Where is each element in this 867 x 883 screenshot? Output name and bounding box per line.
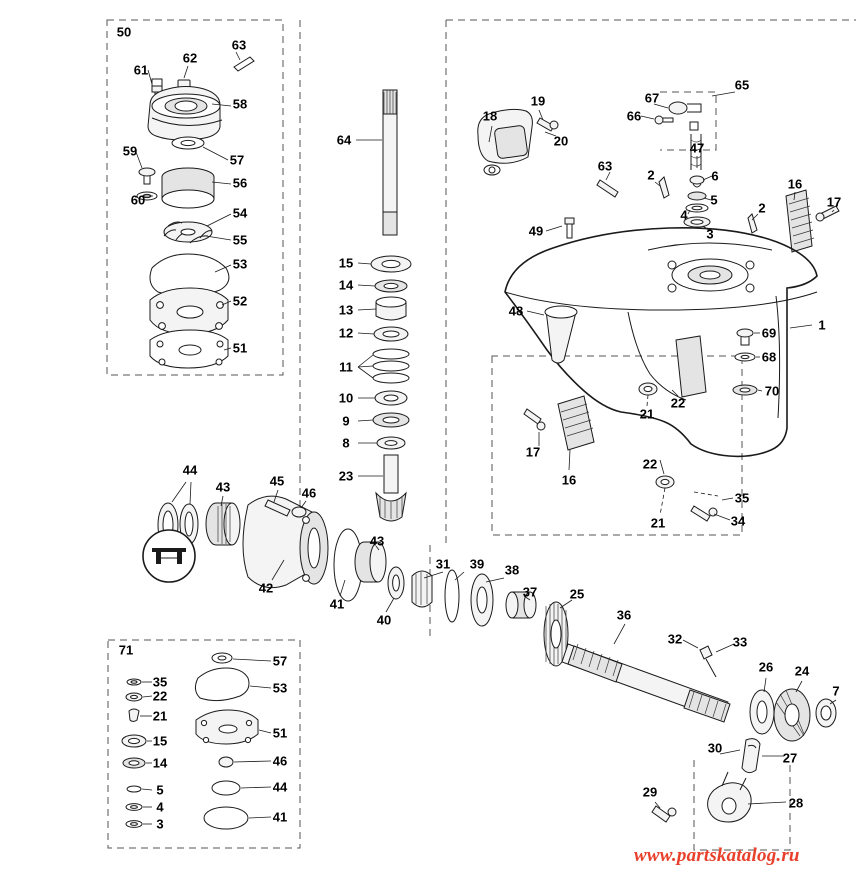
callout-number: 22 <box>642 456 658 472</box>
callout-number: 18 <box>482 108 498 124</box>
callout-number: 14 <box>338 277 354 293</box>
callout-number: 35 <box>152 674 168 690</box>
callout-number: 22 <box>670 395 686 411</box>
callout-number: 16 <box>561 472 577 488</box>
callout-number: 70 <box>764 383 780 399</box>
callout-number: 53 <box>232 256 248 272</box>
callout-number: 55 <box>232 232 248 248</box>
callout-number: 11 <box>339 359 353 375</box>
callout-number: 64 <box>336 132 352 148</box>
callout-number: 8 <box>342 435 350 451</box>
callout-number: 58 <box>232 96 248 112</box>
callout-number: 15 <box>338 255 354 271</box>
callout-number: 57 <box>229 152 245 168</box>
callout-number: 44 <box>272 779 288 795</box>
callout-number: 13 <box>338 302 354 318</box>
callout-number: 40 <box>376 612 392 628</box>
callout-number: 9 <box>342 413 350 429</box>
detail-inset-icon <box>143 530 195 582</box>
callout-number: 35 <box>734 490 750 506</box>
callout-number: 52 <box>232 293 248 309</box>
site-watermark: www.partskatalog.ru <box>634 845 800 866</box>
callout-number: 44 <box>182 462 198 478</box>
callout-number: 29 <box>642 784 658 800</box>
callout-number: 68 <box>761 349 777 365</box>
callout-number: 17 <box>525 444 541 460</box>
callout-number: 71 <box>118 642 134 658</box>
callout-number: 37 <box>522 584 538 600</box>
callout-number: 3 <box>156 816 164 832</box>
callout-number: 21 <box>152 708 168 724</box>
callout-number: 53 <box>272 680 288 696</box>
callout-number: 43 <box>215 479 231 495</box>
callout-number: 59 <box>122 143 138 159</box>
callout-number: 66 <box>626 108 642 124</box>
callout-number: 69 <box>761 325 777 341</box>
callout-number: 39 <box>469 556 485 572</box>
callout-number: 15 <box>152 733 168 749</box>
callout-number: 2 <box>647 167 655 183</box>
callout-number: 4 <box>680 207 688 223</box>
callout-number: 5 <box>156 782 164 798</box>
callout-number: 38 <box>504 562 520 578</box>
gearcase-housing-1 <box>505 228 817 521</box>
callout-number: 7 <box>832 683 840 699</box>
callout-number: 20 <box>553 133 569 149</box>
callout-number: 6 <box>711 168 719 184</box>
callout-number: 65 <box>734 77 750 93</box>
callout-number: 2 <box>758 200 766 216</box>
callout-number: 3 <box>706 226 714 242</box>
callout-number: 41 <box>329 596 345 612</box>
driveshaft-64 <box>356 90 397 235</box>
callout-number: 46 <box>301 485 317 501</box>
callout-number: 61 <box>133 62 149 78</box>
kit-box-71 <box>122 653 271 832</box>
callout-number: 63 <box>231 37 247 53</box>
callout-number: 60 <box>130 192 146 208</box>
callout-number: 12 <box>338 325 354 341</box>
callout-number: 25 <box>569 586 585 602</box>
callout-number: 21 <box>650 515 666 531</box>
callout-number: 1 <box>818 317 826 333</box>
callout-number: 34 <box>730 513 746 529</box>
callout-number: 48 <box>508 303 524 319</box>
callout-number: 28 <box>788 795 804 811</box>
callout-number: 32 <box>667 631 683 647</box>
callout-number: 57 <box>272 653 288 669</box>
callout-number: 54 <box>232 205 248 221</box>
callout-number: 23 <box>338 468 354 484</box>
callout-number: 17 <box>826 194 842 210</box>
callout-number: 63 <box>597 158 613 174</box>
callout-number: 16 <box>787 176 803 192</box>
callout-number: 27 <box>782 750 798 766</box>
callout-number: 10 <box>338 390 354 406</box>
prop-hardware <box>683 640 836 741</box>
callout-number: 47 <box>689 140 705 156</box>
callout-number: 4 <box>156 799 164 815</box>
callout-number: 42 <box>258 580 274 596</box>
callout-number: 41 <box>272 809 288 825</box>
callout-number: 51 <box>232 340 248 356</box>
callout-number: 14 <box>152 755 168 771</box>
callout-number: 67 <box>644 90 660 106</box>
callout-number: 22 <box>152 688 168 704</box>
callout-number: 31 <box>435 556 451 572</box>
callout-number: 21 <box>639 406 655 422</box>
callout-number: 26 <box>758 659 774 675</box>
callout-number: 5 <box>710 192 718 208</box>
callout-number: 33 <box>732 634 748 650</box>
callout-number: 50 <box>116 24 132 40</box>
callout-number: 46 <box>272 753 288 769</box>
bearing-stack <box>358 256 411 521</box>
callout-number: 56 <box>232 175 248 191</box>
callout-number: 45 <box>269 473 285 489</box>
callout-number: 62 <box>182 50 198 66</box>
callout-number: 49 <box>528 223 544 239</box>
callout-number: 36 <box>616 607 632 623</box>
callout-number: 51 <box>272 725 288 741</box>
callout-number: 19 <box>530 93 546 109</box>
callout-number: 24 <box>794 663 810 679</box>
callout-number: 30 <box>707 740 723 756</box>
callout-number: 43 <box>369 533 385 549</box>
